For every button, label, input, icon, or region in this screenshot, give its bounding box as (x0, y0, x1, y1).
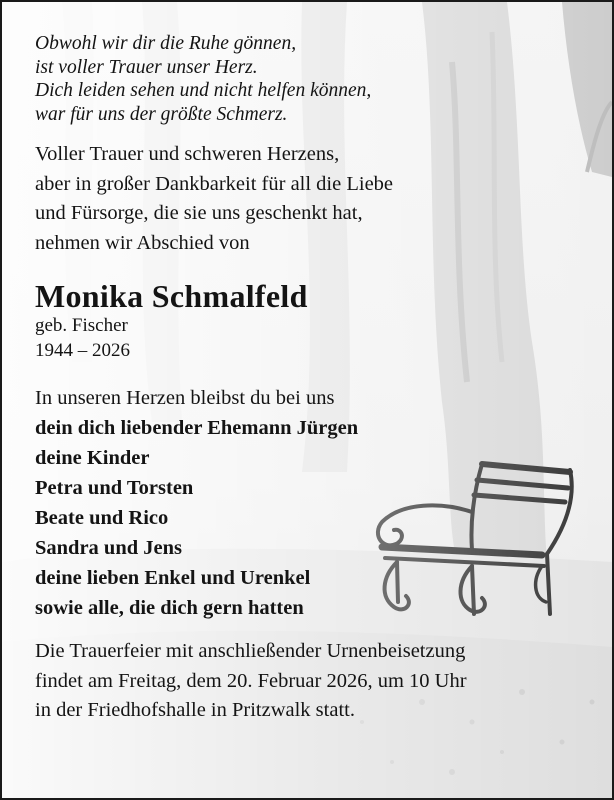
poem-line: Obwohl wir dir die Ruhe gönnen, (35, 33, 297, 54)
service-line: in der Friedhofshalle in Pritzwalk statt. (35, 699, 355, 721)
poem-line: war für uns der größte Schmerz. (35, 103, 288, 125)
mourners-intro: In unseren Herzen bleibst du bei uns (35, 387, 335, 409)
mourner-line: Sandra und Jens (35, 537, 182, 559)
mourners-list (35, 383, 595, 623)
mourner-line: deine lieben Enkel und Urenkel (35, 567, 311, 589)
deceased-name: Monika Schmalfeld (35, 278, 308, 314)
notice-text (35, 32, 595, 726)
intro-line: und Fürsorge, die sie uns geschenkt hat, (35, 202, 363, 224)
intro-line: aber in großer Dankbarkeit für all die Liebe (35, 172, 394, 195)
mourner-line: Beate und Rico (35, 507, 169, 529)
poem-line: ist voller Trauer unser Herz. (35, 56, 258, 78)
mourner-line: Petra und Torsten (35, 477, 194, 499)
intro-line: Voller Trauer und schweren Herzens, (35, 143, 340, 165)
mourner-line: deine Kinder (35, 447, 150, 469)
memorial-poem (35, 32, 595, 126)
intro-line: nehmen wir Abschied von (35, 231, 250, 254)
service-line: Die Trauerfeier mit anschließender Urnenbeisetzung (35, 640, 466, 662)
poem-line: Dich leiden sehen und nicht helfen können, (35, 80, 372, 101)
mourner-line: dein dich liebender Ehemann Jürgen (35, 417, 359, 439)
farewell-intro (35, 140, 595, 258)
mourner-line: sowie alle, die dich gern hatten (35, 597, 304, 619)
birth-name: geb. Fischer (35, 315, 128, 336)
life-years: 1944 – 2026 (35, 339, 130, 361)
deceased-details (35, 314, 595, 363)
funeral-service-info (35, 637, 595, 726)
service-line: findet am Freitag, dem 20. Februar 2026, um 10 Uhr (35, 669, 467, 692)
